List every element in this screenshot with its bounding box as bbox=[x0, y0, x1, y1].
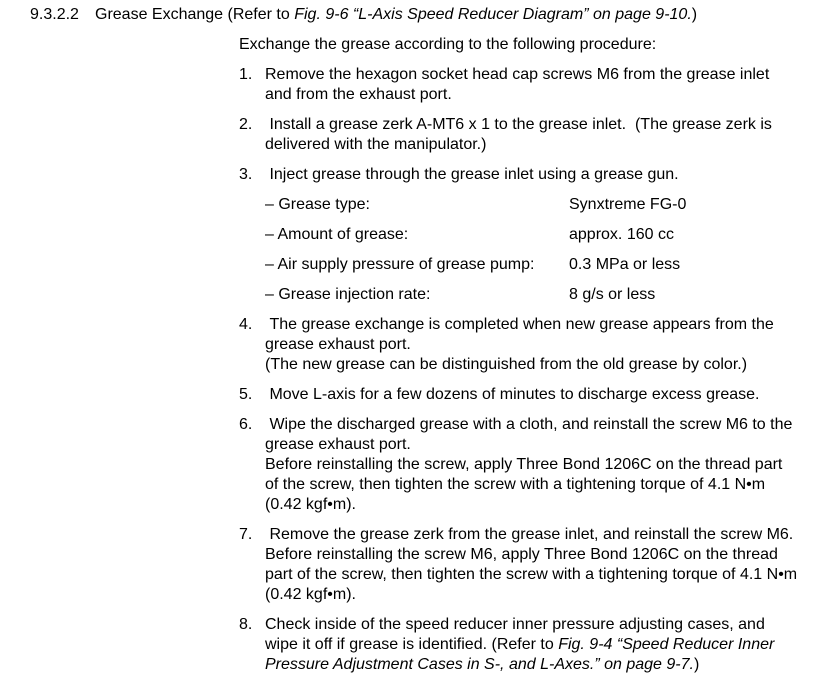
step-number: 1. bbox=[239, 66, 253, 83]
spec-row bbox=[265, 195, 799, 215]
step-number: 5. bbox=[239, 386, 253, 403]
figure-reference-link[interactable]: Fig. 9-4 bbox=[558, 636, 613, 653]
step-number: 4. bbox=[239, 316, 253, 333]
spec-row bbox=[265, 285, 799, 305]
section-title-prefix: Grease Exchange (Refer to bbox=[95, 6, 295, 23]
procedure-step bbox=[239, 165, 799, 305]
step-text: Remove the hexagon socket head cap screws M6 from the grease inlet and from the exhaust port. bbox=[265, 66, 770, 103]
step-text: Move L-axis for a few dozens of minutes to discharge excess grease. bbox=[265, 386, 760, 403]
step-text: Install a grease zerk A-MT6 x 1 to the grease inlet. (The grease zerk is delivered with the manipulator.) bbox=[265, 116, 777, 153]
step-number: 6. bbox=[239, 416, 253, 433]
figure-title: “Speed Reducer Inner Pressure Adjustment Cases in S-, and L-Axes.” on page 9-7. bbox=[265, 636, 775, 673]
grease-spec-list bbox=[265, 195, 799, 305]
spec-label: – Amount of grease: bbox=[265, 226, 409, 243]
spec-row bbox=[265, 255, 799, 275]
spec-label: – Grease injection rate: bbox=[265, 286, 431, 303]
section-title-suffix: ) bbox=[691, 6, 698, 23]
step-text-prefix: Check inside of the speed reducer inner pressure adjusting cases, and wipe it off if grease is identified. (Refer to bbox=[265, 616, 765, 653]
step-number: 2. bbox=[239, 116, 253, 133]
procedure-step bbox=[239, 615, 799, 675]
procedure-step bbox=[239, 415, 799, 515]
step-text: The grease exchange is completed when new grease appears from the grease exhaust port. bbox=[265, 316, 779, 353]
step-number: 3. bbox=[239, 166, 253, 183]
step-number: 7. bbox=[239, 526, 253, 543]
procedure-step bbox=[239, 525, 803, 605]
step-note: Before reinstalling the screw, apply Three Bond 1206C on the thread part of the screw, then tighten the screw with a tightening torque of 4.1 N•m (0.42 kgf•m). bbox=[265, 456, 783, 513]
spec-row bbox=[265, 225, 799, 245]
step-text: Inject grease through the grease inlet using a grease gun. bbox=[265, 166, 679, 183]
spec-value: 8 g/s or less bbox=[569, 286, 656, 303]
step-number: 8. bbox=[239, 616, 253, 633]
step-note: (The new grease can be distinguished from the old grease by color.) bbox=[265, 356, 748, 373]
spec-label: – Grease type: bbox=[265, 196, 370, 213]
spec-label: – Air supply pressure of grease pump: bbox=[265, 256, 535, 273]
procedure-step bbox=[239, 65, 799, 105]
section-heading bbox=[30, 5, 697, 25]
spec-value: approx. 160 cc bbox=[569, 226, 674, 243]
step-text bbox=[265, 615, 799, 675]
procedure-step bbox=[239, 385, 799, 405]
procedure-step bbox=[239, 315, 799, 375]
step-text-suffix: ) bbox=[693, 656, 700, 673]
step-text: Wipe the discharged grease with a cloth, and reinstall the screw M6 to the grease exhaust port. bbox=[265, 416, 797, 453]
figure-reference-link[interactable]: Fig. 9-6 bbox=[294, 6, 349, 23]
spec-value: Synxtreme FG-0 bbox=[569, 196, 687, 213]
step-text: Remove the grease zerk from the grease inlet, and reinstall the screw M6. Before reinstalling the screw M6, apply Three Bond 1206C on the thread part of the screw, then tighten the screw with a tightening torque of 4.1 N•m (0.42 kgf•m). bbox=[265, 526, 803, 603]
procedure-intro: Exchange the grease according to the following procedure: bbox=[239, 36, 657, 53]
procedure-steps bbox=[239, 65, 803, 685]
section-number: 9.3.2.2 bbox=[30, 6, 79, 23]
spec-value: 0.3 MPa or less bbox=[569, 256, 681, 273]
procedure-step bbox=[239, 115, 799, 155]
figure-title: “L-Axis Speed Reducer Diagram” on page 9-10. bbox=[348, 6, 692, 23]
